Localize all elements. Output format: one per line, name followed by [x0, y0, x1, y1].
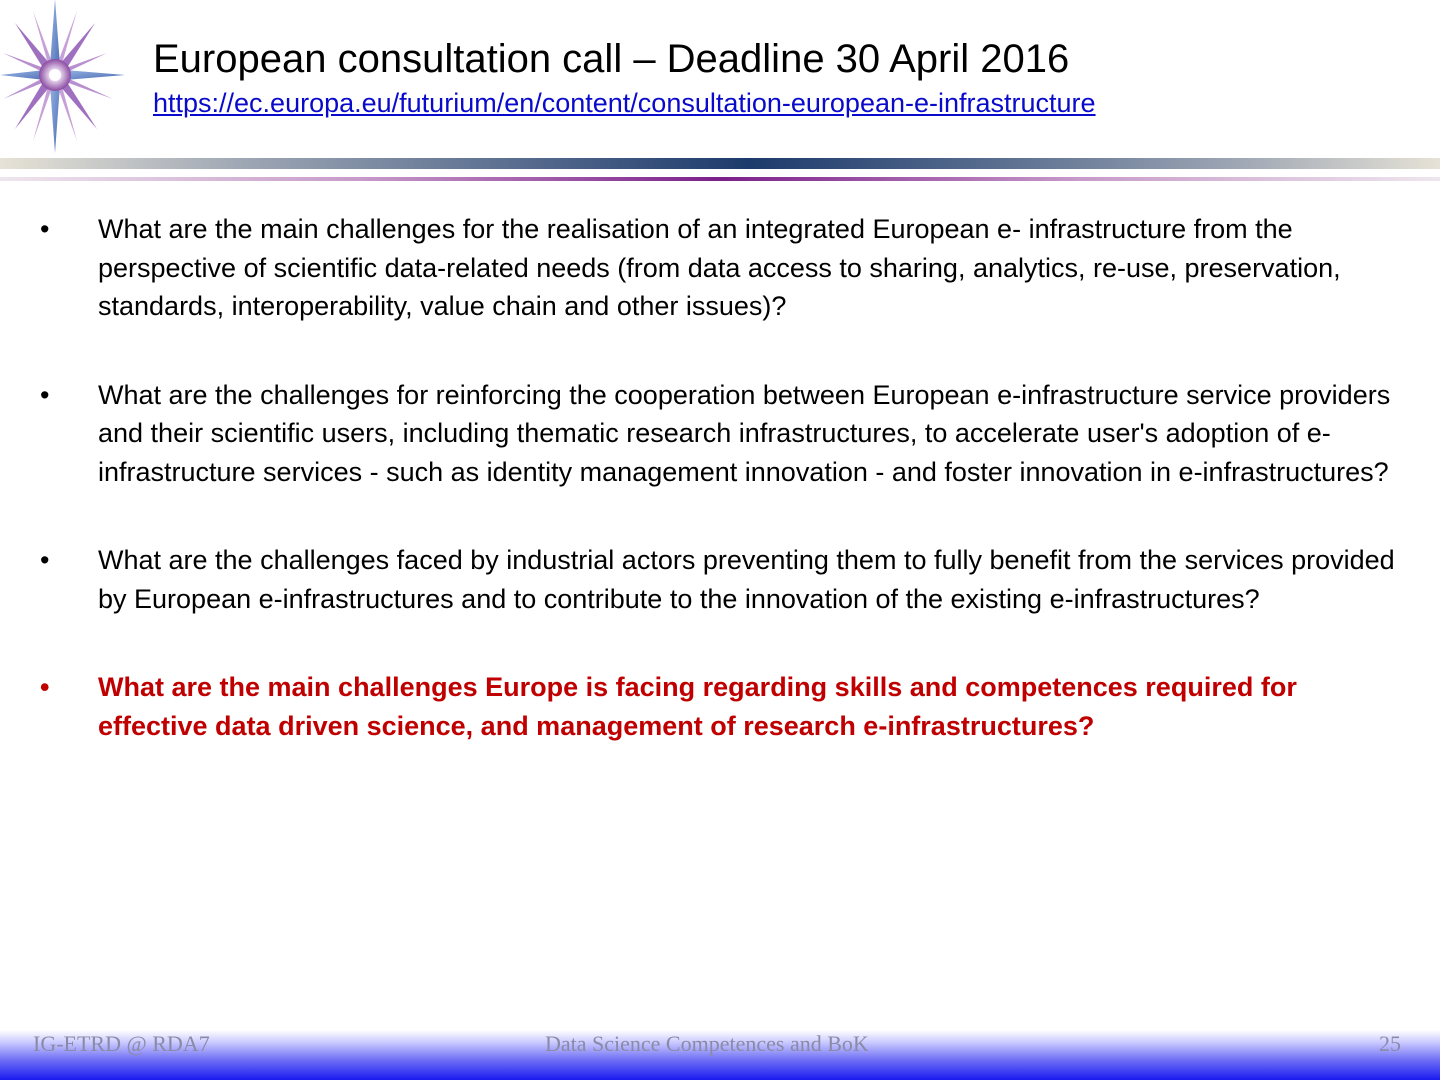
page-title: European consultation call – Deadline 30 April 2016	[153, 37, 1070, 81]
bullet-text: What are the challenges faced by industrial actors preventing them to fully benefit from the services provided by European e-infrastructures and to contribute to the innovation of the existing e-infrastructures?	[98, 545, 1395, 614]
bullet-item-highlighted	[40, 668, 1400, 745]
bullet-text: What are the main challenges Europe is facing regarding skills and competences required for effective data driven science, and management of research e-infrastructures?	[98, 672, 1297, 741]
consultation-link[interactable]: https://ec.europa.eu/futurium/en/content/consultation-european-e-infrastructure	[153, 88, 1096, 118]
bullet-marker: •	[40, 214, 50, 244]
header-accent-line	[0, 177, 1440, 181]
bullet-item	[40, 210, 1400, 326]
footer-event-label: IG-ETRD @ RDA7	[33, 1031, 210, 1056]
bullet-list	[40, 210, 1400, 795]
title-block	[153, 34, 1423, 120]
header-divider	[0, 158, 1440, 169]
footer-presentation-title: Data Science Competences and BoK	[545, 1031, 869, 1056]
bullet-text: What are the main challenges for the realisation of an integrated European e- infrastructure from the perspective of scientific data-related needs (from data access to sharing, analytics, re-use, preservation, standards, interoperability, value chain and other issues)?	[98, 214, 1341, 321]
bullet-marker: •	[40, 379, 50, 410]
bullet-item	[40, 376, 1400, 492]
slide-number: 25	[1379, 1031, 1401, 1056]
bullet-marker: •	[40, 545, 50, 575]
star-burst-icon	[0, 0, 128, 154]
bullet-item	[40, 541, 1400, 618]
bullet-marker: •	[40, 672, 50, 702]
bullet-text: What are the challenges for reinforcing the cooperation between European e-infrastructure service providers and their scientific users, including thematic research infrastructures, to accelerate user's adoption of e-infrastructure services - such as identity management innovation - and foster innovation in e-infrastructures?	[98, 379, 1391, 487]
